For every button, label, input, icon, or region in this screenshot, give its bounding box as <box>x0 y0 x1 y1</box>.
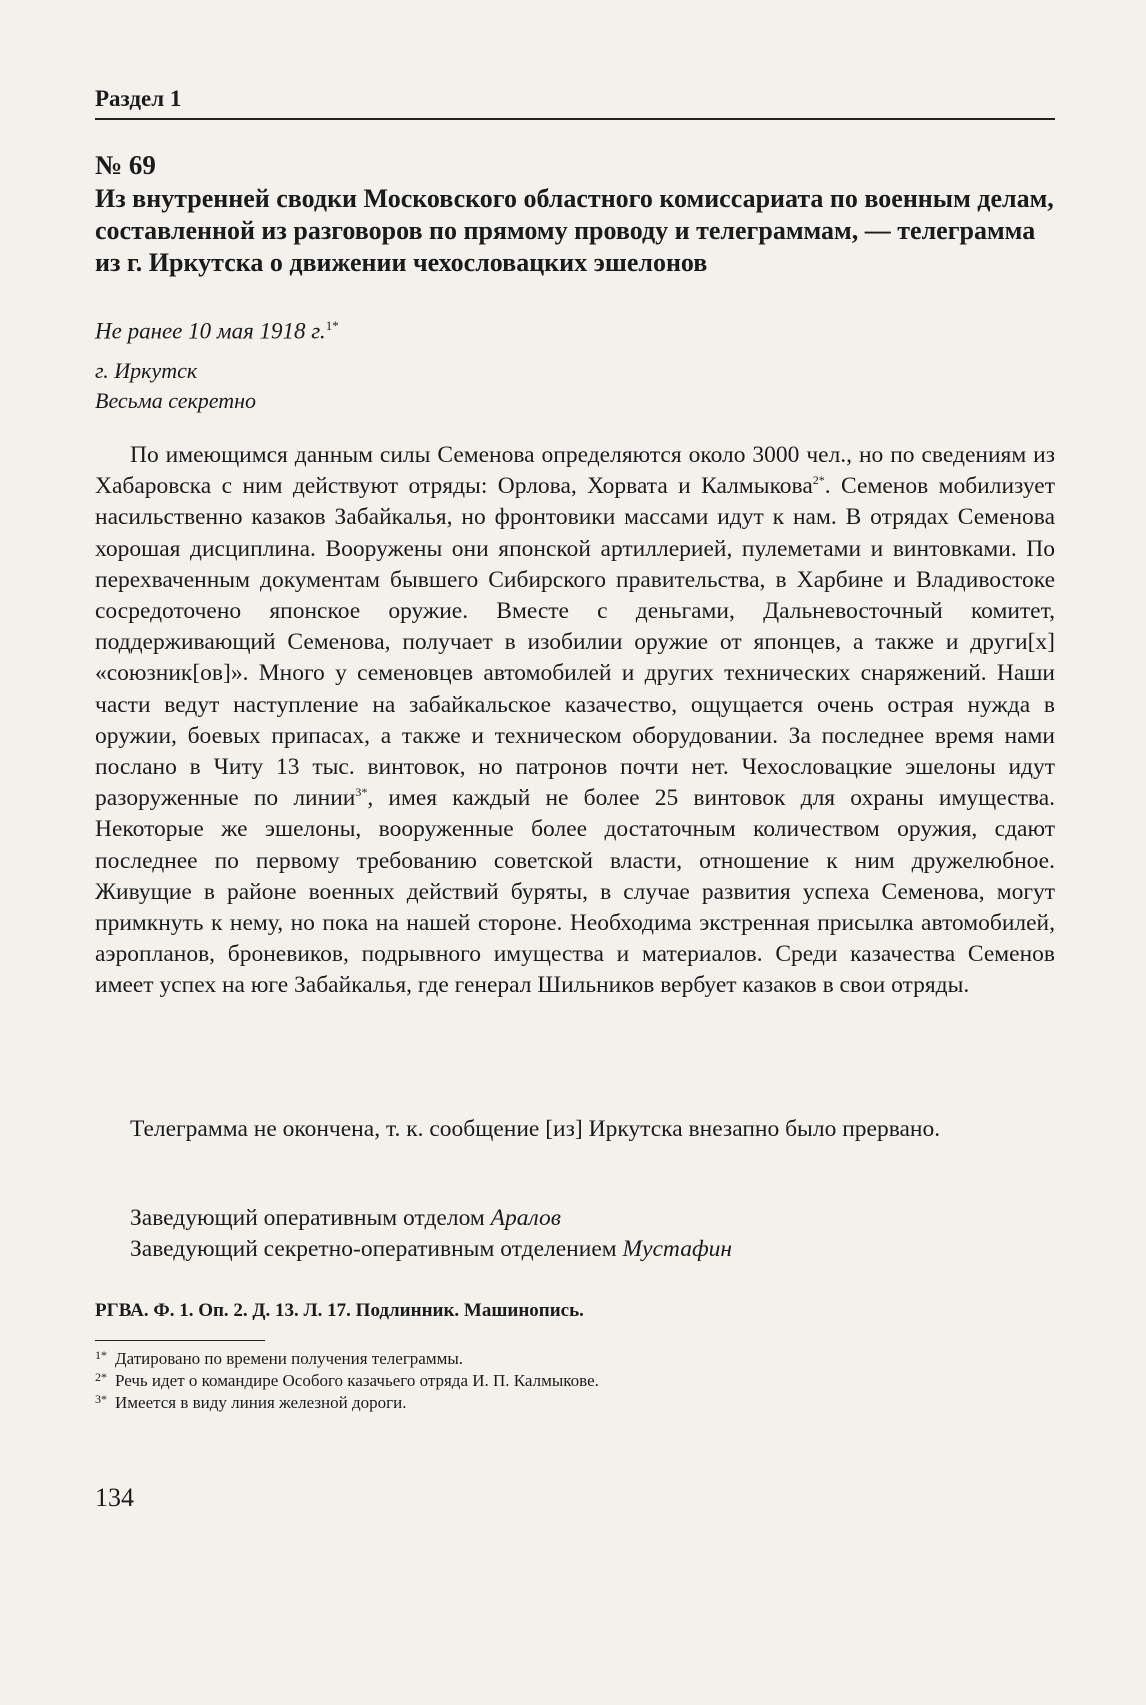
section-running-head: Раздел 1 <box>95 86 182 111</box>
footnote-text: Имеется в виду линия железной дороги. <box>115 1393 407 1412</box>
body-footnote-mark-3: 3* <box>355 785 368 800</box>
body-footnote-mark-2: 2* <box>812 473 825 488</box>
body-part-1: По имеющимся данным силы Семенова определяются около 3000 чел., но по сведениям из Хабаровска с ним действуют отряды: Орлова, Хорвата и Калмыкова <box>95 442 1055 500</box>
signature-line <box>130 1203 1055 1234</box>
signature-position: Заведующий секретно-оперативным отделением <box>130 1236 617 1262</box>
signature-position: Заведующий оперативным отделом <box>130 1205 485 1231</box>
archive-source: РГВА. Ф. 1. Оп. 2. Д. 13. Л. 17. Подлинник. Машинопись. <box>95 1300 584 1321</box>
footnote-rule <box>95 1340 265 1341</box>
footnotes-list <box>95 1348 1055 1414</box>
footnote-mark: 2* <box>95 1370 107 1384</box>
body-part-3: , имея каждый не более 25 винтовок для охраны имущества. Некоторые же эшелоны, вооруженные более достаточным количеством оружия, сдают последнее по первому требованию советской власти, отношение к ним дружелюбное. Живущие в районе военных действий буряты, в случае развития успеха Семенова, могут примкнуть к нему, но пока на нашей стороне. Необходима экстренная присылка автомобилей, аэропланов, броневиков, подрывного имущества и материалов. Среди казачества Семенов имеет успех на юге Забайкалья, где генерал Шильников вербует казаков в свои отряды. <box>95 785 1055 999</box>
footnote-text: Датировано по времени получения телеграммы. <box>115 1349 464 1368</box>
footnote-item <box>95 1348 1055 1370</box>
footnote-mark: 3* <box>95 1392 107 1406</box>
document-date <box>95 318 339 345</box>
body-part-2: . Семенов мобилизует насильственно казаков Забайкалья, но фронтовики массами идут к нам. В отрядах Семенова хорошая дисциплина. Вооружены они японской артиллерией, пулеметами и винтовками. По перехваченным документам бывшего Сибирского правительства, в Харбине и Владивостоке сосредоточено японское оружие. Вместе с деньгами, Дальневосточный комитет, поддерживающий Семенова, получает в изобилии оружие от японцев, а также и други[х] «союзник[ов]». Много у семеновцев автомобилей и других технических снаряжений. Наши части ведут наступление на забайкальское казачество, ощущается очень острая нужда в оружии, боевых припасах, а также и техническом оборудовании. За последнее время нами послано в Читу 13 тыс. винтовок, но патронов почти нет. Чехословацкие эшелоны идут разоруженные по линии <box>95 473 1055 812</box>
signature-name: Мустафин <box>622 1236 733 1262</box>
document-title: Из внутренней сводки Московского областного комиссариата по военным делам, составленной из разговоров по прямому проводу и телеграммам, — телеграмма из г. Иркутска о движении чехословацких эшелонов <box>95 184 1054 277</box>
signature-line <box>130 1234 1055 1265</box>
header-rule <box>95 118 1055 120</box>
document-place: г. Иркутск <box>95 358 198 383</box>
footnote-item <box>95 1392 1055 1414</box>
secrecy-stamp: Весьма секретно <box>95 388 257 413</box>
document-body <box>95 440 1055 1002</box>
signature-name: Аралов <box>490 1205 561 1231</box>
telegram-interrupted-note: Телеграмма не окончена, т. к. сообщение [из] Иркутска внезапно было прервано. <box>130 1116 941 1142</box>
page-number: 134 <box>95 1483 134 1512</box>
document-date-text: Не ранее 10 мая 1918 г. <box>95 318 326 344</box>
footnote-item <box>95 1370 1055 1392</box>
document-number: № 69 <box>95 150 156 180</box>
date-footnote-mark: 1* <box>325 318 339 333</box>
footnote-mark: 1* <box>95 1348 107 1362</box>
footnote-text: Речь идет о командире Особого казачьего отряда И. П. Калмыкове. <box>115 1371 599 1390</box>
